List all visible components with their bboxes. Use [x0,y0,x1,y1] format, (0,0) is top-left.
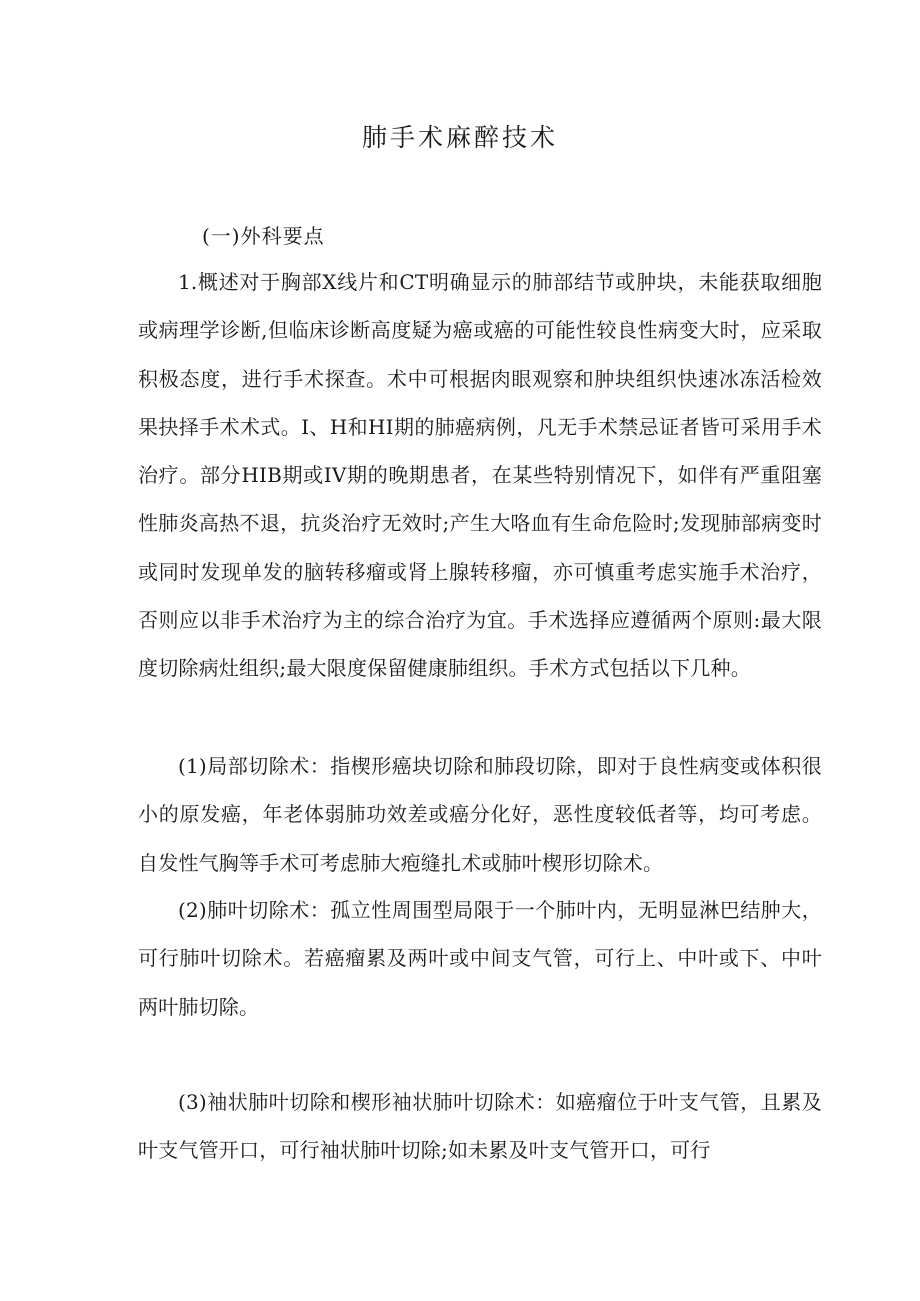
page-title: 肺手术麻醉技术 [361,123,558,152]
paragraph-sleeve-lobectomy: (3)袖状肺叶切除和楔形袖状肺叶切除术：如癌瘤位于叶支气管，且累及叶支气管开口，可行袖状肺叶切除;如未累及叶支气管开口，可行 [138,1090,822,1163]
section-heading: (一)外科要点 [202,224,325,248]
paragraph-lobectomy: (2)肺叶切除术：孤立性周围型局限于一个肺叶内，无明显淋巴结肿大，可行肺叶切除术。若癌瘤累及两叶或中间支气管，可行上、中叶或下、中叶两叶肺切除。 [138,898,822,1019]
paragraph-overview: 1.概述对于胸部X线片和CT明确显示的肺部结节或肿块，未能获取细胞或病理学诊断,但临床诊断高度疑为癌或癌的可能性较良性病变大时，应采取积极态度，进行手术探查。术中可根据肉眼观察和肿块组织快速冰冻活检效果抉择手术术式。I、H和HI期的肺癌病例，凡无手术禁忌证者皆可采用手术治疗。部分HIB期或IV期的晚期患者，在某些特别情况下，如伴有严重阻塞性肺炎高热不退，抗炎治疗无效时;产生大咯血有生命危险时;发现肺部病变时或同时发现单发的脑转移瘤或肾上腺转移瘤，亦可慎重考虑实施手术治疗，否则应以非手术治疗为主的综合治疗为宜。手术选择应遵循两个原则:最大限度切除病灶组织;最大限度保留健康肺组织。手术方式包括以下几种。 [138,270,822,681]
paragraph-local-resection: (1)局部切除术：指楔形癌块切除和肺段切除，即对于良性病变或体积很小的原发癌，年老体弱肺功效差或癌分化好，恶性度较低者等，均可考虑。自发性气胸等手术可考虑肺大疱缝扎术或肺叶楔形切除术。 [138,754,822,875]
